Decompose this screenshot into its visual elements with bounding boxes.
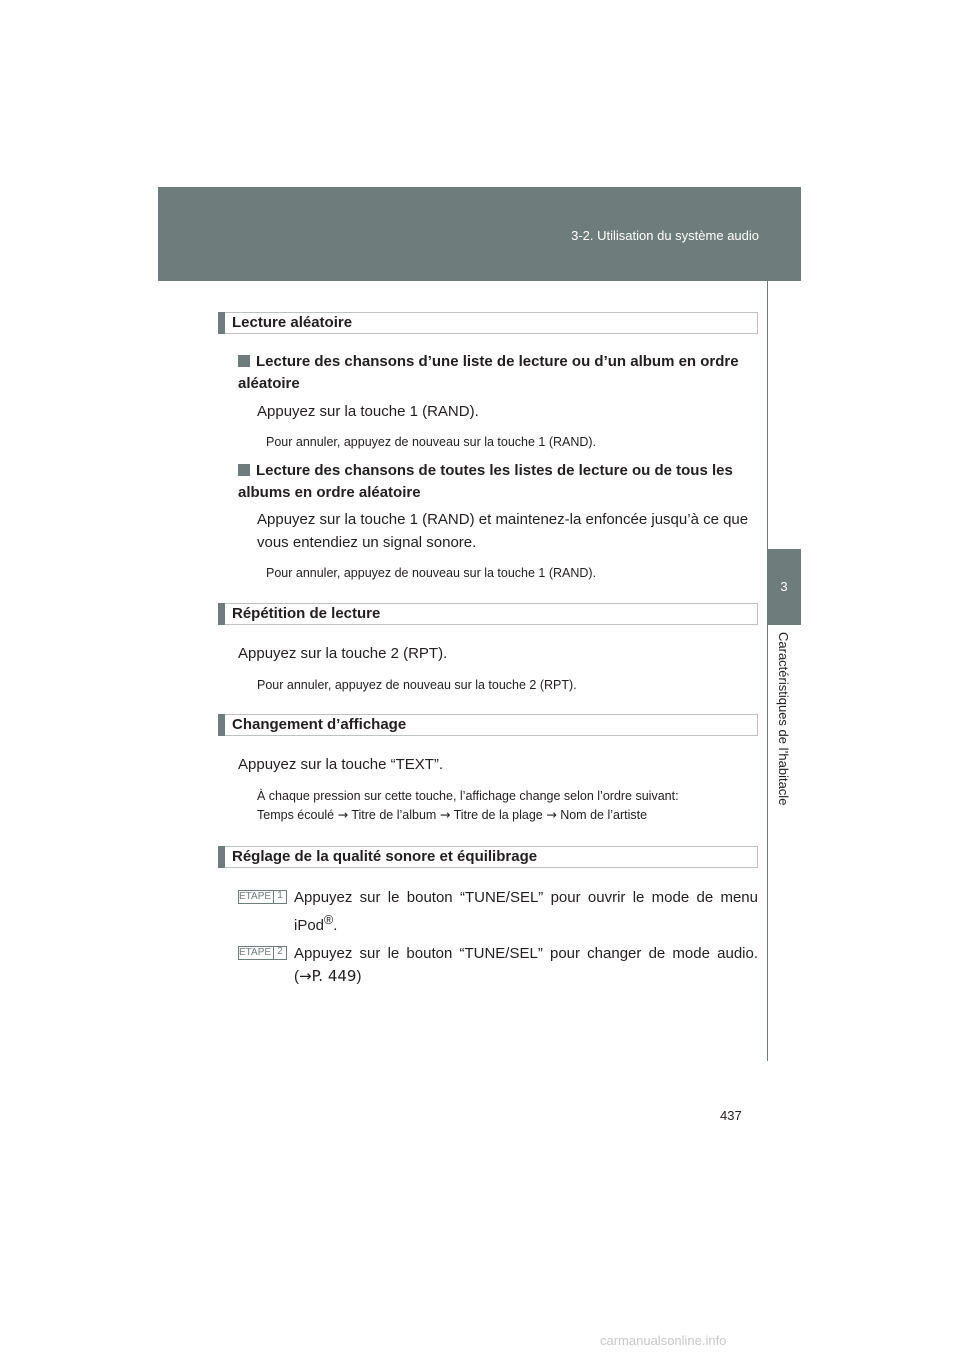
step-text-body: Appuyez sur le bouton “TUNE/SEL” pour ouvrir le mode de menu iPod: [294, 889, 758, 934]
step-badge: [238, 890, 287, 904]
arrow-right-icon: →: [439, 807, 451, 822]
section-header-repeat: [218, 603, 758, 625]
step-text: [294, 886, 758, 937]
header-title: 3-2. Utilisation du système audio: [571, 228, 759, 243]
section-title: Lecture aléatoire: [232, 314, 353, 331]
chapter-tab: [767, 549, 801, 625]
watermark-text: carmanualsonline.info: [600, 1333, 727, 1348]
instruction-text: Appuyez sur la touche 2 (RPT).: [238, 645, 448, 662]
square-bullet-icon: [238, 355, 250, 367]
step-text-end: .: [333, 917, 338, 934]
subheading-random-all: [238, 460, 758, 504]
sequence-item: Titre de la plage: [453, 808, 543, 822]
section-header-display: [218, 714, 758, 736]
step-text-end: ): [356, 968, 362, 985]
section-marker: [218, 714, 225, 736]
page-number: 437: [720, 1108, 742, 1123]
subheading-text: Lecture des chansons d’une liste de lecture ou d’un album en ordre aléatoire: [238, 353, 739, 392]
note-text: À chaque pression sur cette touche, l’affichage change selon l’ordre suivant:: [257, 789, 679, 803]
step-text: [294, 942, 758, 988]
side-divider: [767, 281, 768, 1061]
subheading-random-playlist: [238, 351, 758, 395]
section-title: Réglage de la qualité sonore et équilibrage: [232, 848, 538, 865]
subheading-text: Lecture des chansons de toutes les listes de lecture ou de tous les albums en ordre aléatoire: [238, 462, 733, 501]
chapter-number: 3: [780, 579, 788, 594]
note-text: Pour annuler, appuyez de nouveau sur la touche 1 (RAND).: [266, 566, 597, 580]
instruction-text: Appuyez sur la touche 1 (RAND) et maintenez-la enfoncée jusqu’à ce que vous entendiez un signal sonore.: [257, 511, 749, 551]
section-title: Répétition de lecture: [232, 605, 381, 622]
step-badge-number: 1: [273, 890, 286, 904]
header-bar: [158, 187, 801, 281]
section-header-sound: [218, 846, 758, 868]
section-title: Changement d’affichage: [232, 716, 407, 733]
square-bullet-icon: [238, 464, 250, 476]
sequence-item: Nom de l’artiste: [560, 808, 648, 822]
step-badge: [238, 946, 287, 960]
chapter-label: Caractéristiques de l’habitacle: [776, 632, 791, 806]
sequence-item: Titre de l’album: [351, 808, 437, 822]
note-text: Pour annuler, appuyez de nouveau sur la touche 2 (RPT).: [257, 678, 577, 692]
section-marker: [218, 603, 225, 625]
instruction-text: Appuyez sur la touche 1 (RAND).: [257, 403, 479, 420]
registered-mark: ®: [324, 913, 334, 927]
arrow-right-icon: →: [546, 807, 557, 822]
section-marker: [218, 846, 225, 868]
arrow-right-icon: →: [337, 807, 349, 822]
step-text-body: Appuyez sur le bouton “TUNE/SEL” pour changer de mode audio. (: [294, 945, 758, 985]
instruction-text: Appuyez sur la touche “TEXT”.: [238, 756, 444, 773]
step-badge-number: 2: [273, 946, 286, 960]
note-text: Pour annuler, appuyez de nouveau sur la touche 1 (RAND).: [266, 435, 597, 449]
display-sequence: [257, 806, 757, 824]
sequence-item: Temps écoulé: [257, 808, 335, 822]
step-2: [238, 942, 758, 988]
section-header-random: [218, 312, 758, 334]
page-reference-link[interactable]: →P. 449: [299, 967, 357, 985]
section-marker: [218, 312, 225, 334]
step-badge-label: ÉTAPE: [239, 891, 272, 902]
step-badge-label: ÉTAPE: [239, 947, 272, 958]
step-1: [238, 886, 758, 937]
